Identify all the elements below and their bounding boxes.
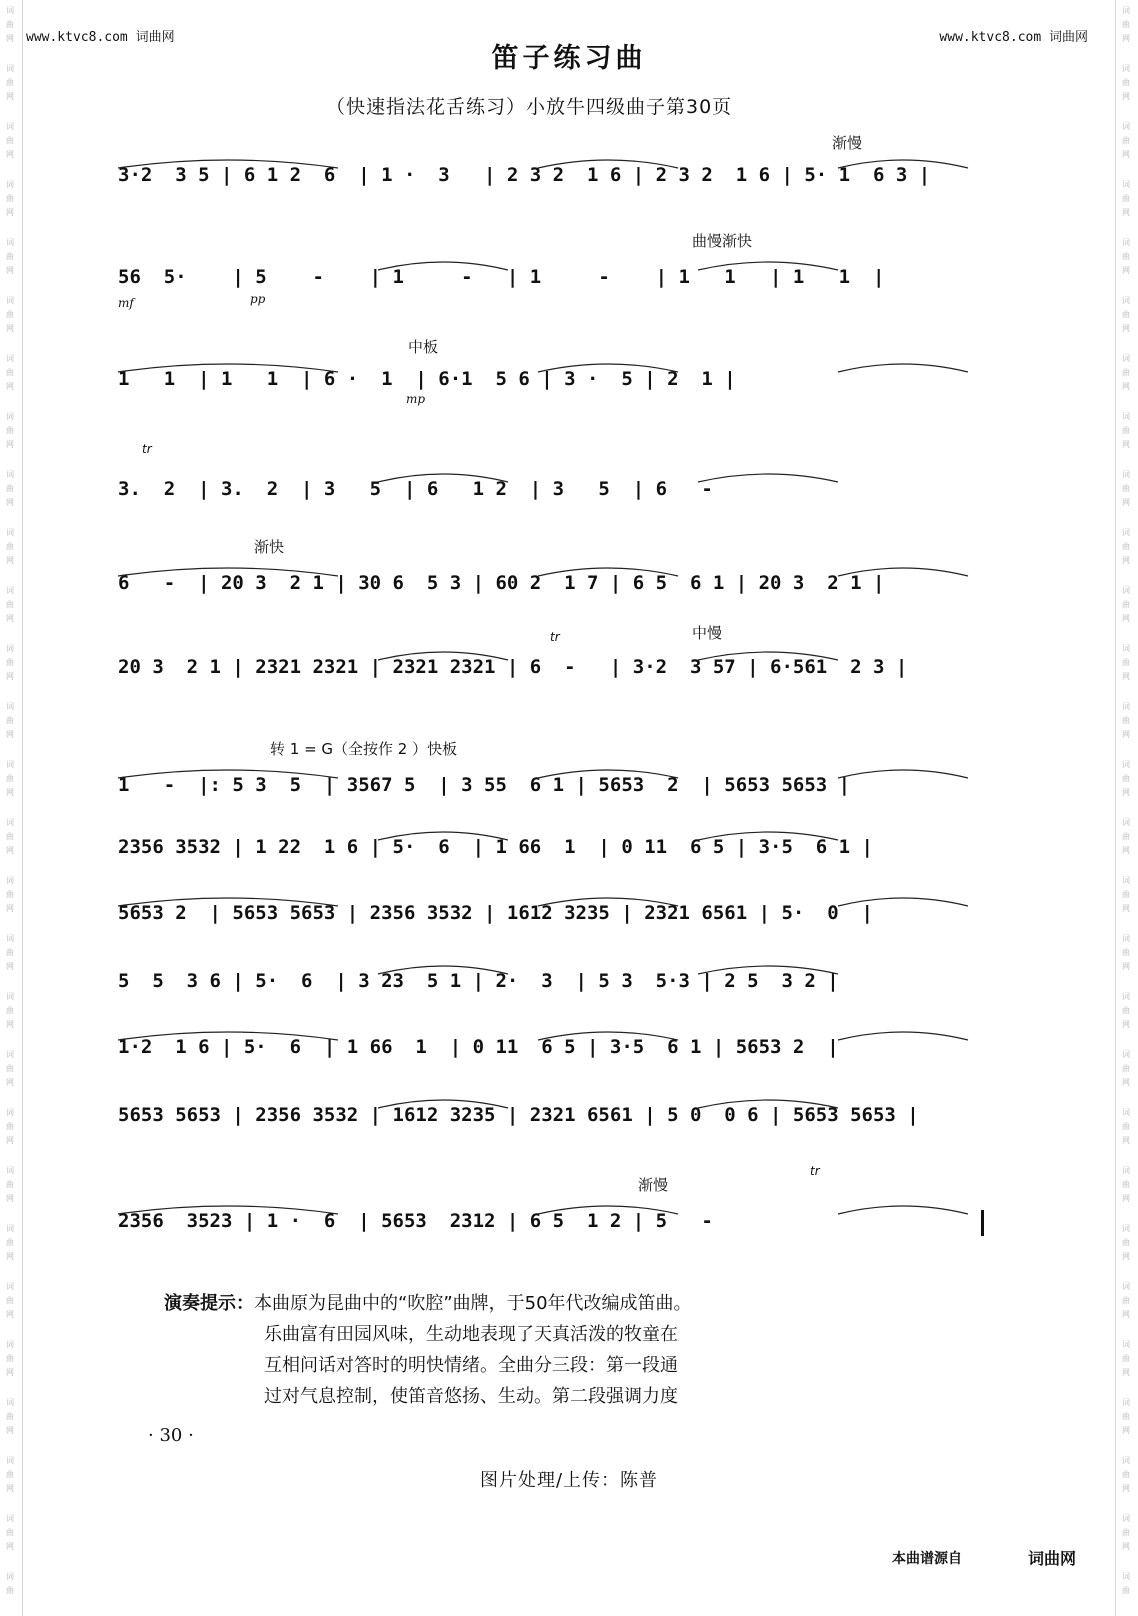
watermark-char: 网: [1122, 34, 1130, 43]
watermark-char: 词: [1122, 992, 1130, 1001]
tempo-annotation: 中板: [408, 338, 439, 356]
slur-arc: [118, 160, 338, 168]
slur-marks: [118, 646, 978, 662]
watermark-char: 曲: [1122, 1238, 1130, 1247]
watermark-char: 词: [6, 238, 14, 247]
slur-arc: [838, 364, 968, 372]
notation-line: 56 5· | 5 - | 1 - | 1 - | 1 1 | 1 1 |: [118, 266, 885, 288]
slur-arc: [378, 262, 508, 270]
watermark-char: 网: [1122, 150, 1130, 159]
notation-line: 6 - | 20 3 2 1 | 30 6 5 3 | 60 2 1 7 | 6 5 6 1 | 20 3 2 1 |: [118, 572, 885, 594]
watermark-char: 词: [1122, 1514, 1130, 1523]
watermark-char: 词: [1122, 1398, 1130, 1407]
watermark-char: 网: [1122, 1078, 1130, 1087]
watermark-char: 词: [6, 818, 14, 827]
watermark-char: 曲: [1122, 600, 1130, 609]
watermark-char: 曲: [1122, 484, 1130, 493]
slur-arc: [538, 1032, 678, 1040]
slur-marks: [118, 358, 978, 374]
slur-arc: [538, 568, 678, 576]
watermark-char: 网: [6, 962, 14, 971]
watermark-char: 词: [6, 876, 14, 885]
slur-marks: [118, 764, 978, 780]
watermark-char: 词: [6, 644, 14, 653]
watermark-char: 词: [1122, 470, 1130, 479]
slur-arc: [118, 1206, 338, 1214]
tips-line: 本曲原为昆曲中的“吹腔”曲牌，于50年代改编成笛曲。: [254, 1293, 692, 1314]
watermark-char: 曲: [6, 1006, 14, 1015]
watermark-char: 曲: [6, 20, 14, 29]
watermark-char: 词: [1122, 1282, 1130, 1291]
watermark-char: 词: [6, 1456, 14, 1465]
watermark-char: 曲: [1122, 1122, 1130, 1131]
watermark-char: 曲: [6, 1586, 14, 1595]
watermark-char: 曲: [6, 542, 14, 551]
watermark-char: 网: [6, 1078, 14, 1087]
upload-credit: 图片处理/上传：陈普: [479, 1470, 659, 1491]
watermark-char: 词: [1122, 1050, 1130, 1059]
watermark-char: 网: [1122, 208, 1130, 217]
watermark-char: 网: [6, 1252, 14, 1261]
tips-line: 乐曲富有田园风味，生动地表现了天真活泼的牧童在: [264, 1324, 678, 1345]
watermark-char: 网: [6, 92, 14, 101]
watermark-char: 曲: [1122, 1412, 1130, 1421]
watermark-char: 曲: [1122, 1296, 1130, 1305]
slur-arc: [538, 1206, 678, 1214]
slur-arc: [698, 966, 838, 974]
watermark-char: 词: [6, 1224, 14, 1233]
slur-arc: [118, 770, 338, 778]
watermark-char: 网: [6, 904, 14, 913]
watermark-char: 词: [6, 586, 14, 595]
watermark-char: 网: [6, 1020, 14, 1029]
watermark-char: 曲: [6, 368, 14, 377]
watermark-char: 曲: [6, 890, 14, 899]
notation-line: 5653 2 | 5653 5653 | 2356 3532 | 1612 3235 | 2321 6561 | 5· 0 |: [118, 902, 873, 924]
slur-arc: [538, 364, 678, 372]
watermark-char: 词: [1122, 122, 1130, 131]
watermark-char: 词: [6, 1050, 14, 1059]
watermark-char: 网: [1122, 962, 1130, 971]
watermark-char: 曲: [1122, 948, 1130, 957]
watermark-char: 曲: [1122, 368, 1130, 377]
watermark-char: 曲: [1122, 1586, 1130, 1595]
watermark-char: 网: [1122, 1252, 1130, 1261]
watermark-char: 词: [1122, 354, 1130, 363]
watermark-char: 词: [6, 1514, 14, 1523]
watermark-char: 网: [1122, 904, 1130, 913]
slur-arc: [118, 1032, 338, 1040]
watermark-char: 曲: [6, 1122, 14, 1131]
watermark-char: 网: [1122, 266, 1130, 275]
brand-link[interactable]: 词曲网: [1027, 1549, 1076, 1568]
dynamic-mark: mp: [406, 392, 426, 406]
watermark-char: 词: [6, 528, 14, 537]
watermark-char: 曲: [6, 1412, 14, 1421]
slur-marks: [118, 468, 978, 484]
slur-marks: [118, 562, 978, 578]
watermark-char: 曲: [6, 1354, 14, 1363]
watermark-char: 曲: [1122, 890, 1130, 899]
notation-line: 20 3 2 1 | 2321 2321 | 2321 2321 | 6 - | 3·2 3 57 | 6·561 2 3 |: [118, 656, 908, 678]
watermark-char: 词: [1122, 1166, 1130, 1175]
slur-arc: [378, 474, 508, 482]
watermark-char: 网: [1122, 614, 1130, 623]
trill-mark: tr: [550, 630, 560, 644]
watermark-char: 曲: [6, 194, 14, 203]
slur-arc: [378, 966, 508, 974]
watermark-char: 网: [1122, 556, 1130, 565]
watermark-char: 曲: [6, 1180, 14, 1189]
watermark-char: 词: [6, 64, 14, 73]
tempo-annotation: 渐快: [254, 538, 285, 556]
trill-mark: tr: [810, 1164, 820, 1178]
watermark-char: 词: [1122, 1108, 1130, 1117]
slur-arc: [698, 1100, 838, 1108]
final-barline: [981, 1210, 984, 1236]
slur-arc: [838, 1032, 968, 1040]
notation-line: 1·2 1 6 | 5· 6 | 1 66 1 | 0 11 6 5 | 3·5 6 1 | 5653 2 |: [118, 1036, 839, 1058]
watermark-char: 曲: [1122, 774, 1130, 783]
watermark-char: 网: [6, 846, 14, 855]
watermark-char: 网: [1122, 1484, 1130, 1493]
watermark-char: 词: [1122, 1456, 1130, 1465]
slur-arc: [538, 160, 678, 168]
watermark-char: 词: [1122, 296, 1130, 305]
watermark-char: 曲: [6, 716, 14, 725]
slur-arc: [698, 652, 838, 660]
watermark-char: 网: [6, 440, 14, 449]
watermark-char: 词: [1122, 934, 1130, 943]
watermark-char: 网: [6, 730, 14, 739]
watermark-char: 词: [6, 760, 14, 769]
watermark-char: 词: [6, 1108, 14, 1117]
slur-marks: [118, 1200, 978, 1216]
header-url-left[interactable]: www.ktvc8.com 词曲网: [26, 30, 175, 45]
watermark-char: 词: [6, 992, 14, 1001]
dynamic-mark: pp: [250, 292, 266, 306]
right-watermark-strip: [1115, 0, 1138, 1616]
tempo-annotation: 渐慢: [638, 1176, 669, 1194]
page-number: · 30 ·: [148, 1425, 194, 1446]
slur-marks: [118, 960, 978, 976]
watermark-char: 词: [6, 702, 14, 711]
slur-arc: [838, 898, 968, 906]
watermark-char: 词: [6, 1166, 14, 1175]
watermark-char: 曲: [6, 774, 14, 783]
slur-marks: [118, 256, 978, 272]
watermark-char: 曲: [1122, 310, 1130, 319]
watermark-char: 曲: [1122, 1064, 1130, 1073]
tips-line: 过对气息控制，使笛音悠扬、生动。第二段强调力度: [264, 1386, 678, 1407]
slur-arc: [378, 1100, 508, 1108]
tempo-annotation: 曲慢渐快: [692, 232, 753, 250]
slur-arc: [118, 568, 338, 576]
slur-arc: [378, 652, 508, 660]
watermark-char: 网: [1122, 672, 1130, 681]
watermark-char: 词: [1122, 644, 1130, 653]
watermark-char: 网: [6, 1542, 14, 1551]
watermark-char: 曲: [6, 1064, 14, 1073]
page-subtitle: （快速指法花舌练习）小放牛四级曲子第30页: [326, 96, 733, 118]
watermark-char: 网: [1122, 440, 1130, 449]
watermark-char: 词: [6, 6, 14, 15]
slur-arc: [838, 568, 968, 576]
watermark-char: 网: [1122, 1310, 1130, 1319]
watermark-char: 曲: [1122, 194, 1130, 203]
watermark-char: 曲: [1122, 716, 1130, 725]
watermark-char: 曲: [6, 78, 14, 87]
watermark-char: 曲: [1122, 136, 1130, 145]
slur-arc: [838, 1206, 968, 1214]
watermark-char: 曲: [1122, 20, 1130, 29]
watermark-char: 曲: [6, 484, 14, 493]
watermark-char: 曲: [1122, 1006, 1130, 1015]
notation-line: 1 - |: 5 3 5 | 3567 5 | 3 55 6 1 | 5653 2 | 5653 5653 |: [118, 774, 851, 796]
watermark-char: 网: [1122, 1426, 1130, 1435]
slur-marks: [118, 892, 978, 908]
watermark-char: 词: [6, 180, 14, 189]
watermark-char: 网: [1122, 498, 1130, 507]
tempo-annotation: 转 1 = G（全按作 2 ）快板: [270, 740, 458, 758]
source-label: 本曲谱源自: [892, 1551, 962, 1567]
watermark-char: 曲: [6, 310, 14, 319]
watermark-char: 网: [6, 1484, 14, 1493]
watermark-char: 曲: [6, 658, 14, 667]
watermark-char: 曲: [1122, 832, 1130, 841]
notation-line: 1 1 | 1 1 | 6 · 1 | 6·1 5 6 | 3 · 5 | 2 1 |: [118, 368, 736, 390]
watermark-char: 词: [1122, 528, 1130, 537]
watermark-char: 网: [6, 1194, 14, 1203]
slur-arc: [838, 770, 968, 778]
watermark-char: 词: [6, 934, 14, 943]
slur-marks: [118, 1026, 978, 1042]
watermark-char: 词: [1122, 876, 1130, 885]
watermark-char: 网: [6, 614, 14, 623]
watermark-char: 词: [6, 412, 14, 421]
watermark-char: 曲: [6, 1238, 14, 1247]
notation-line: 2356 3532 | 1 22 1 6 | 5· 6 | 1 66 1 | 0 11 6 5 | 3·5 6 1 |: [118, 836, 873, 858]
watermark-char: 网: [1122, 92, 1130, 101]
slur-arc: [538, 898, 678, 906]
watermark-char: 网: [1122, 324, 1130, 333]
watermark-char: 网: [6, 266, 14, 275]
watermark-char: 词: [6, 1282, 14, 1291]
watermark-char: 曲: [6, 426, 14, 435]
watermark-char: 词: [6, 296, 14, 305]
watermark-char: 曲: [6, 832, 14, 841]
notation-line: 3·2 3 5 | 6 1 2 6 | 1 · 3 | 2 3 2 1 6 | 2 3 2 1 6 | 5· 1 6 3 |: [118, 164, 931, 186]
page-title: 笛子练习曲: [491, 43, 647, 74]
watermark-char: 网: [6, 1310, 14, 1319]
watermark-char: 曲: [1122, 252, 1130, 261]
watermark-char: 网: [6, 324, 14, 333]
watermark-char: 网: [1122, 1020, 1130, 1029]
performance-tips: [164, 1288, 784, 1412]
watermark-char: 词: [6, 1340, 14, 1349]
dynamic-mark: mf: [118, 296, 134, 310]
watermark-char: 曲: [1122, 78, 1130, 87]
notation-line: 2356 3523 | 1 · 6 | 5653 2312 | 6 5 1 2 | 5 -: [118, 1210, 748, 1232]
watermark-char: 网: [6, 1426, 14, 1435]
watermark-char: 词: [6, 354, 14, 363]
watermark-char: 词: [1122, 1224, 1130, 1233]
left-watermark-strip: [0, 0, 23, 1616]
watermark-char: 网: [6, 34, 14, 43]
watermark-char: 曲: [6, 948, 14, 957]
watermark-char: 网: [1122, 846, 1130, 855]
watermark-char: 词: [1122, 180, 1130, 189]
watermark-char: 网: [6, 498, 14, 507]
slur-arc: [118, 364, 338, 372]
watermark-char: 词: [6, 1398, 14, 1407]
watermark-char: 网: [1122, 1194, 1130, 1203]
tempo-annotation: 渐慢: [832, 134, 863, 152]
watermark-char: 网: [6, 208, 14, 217]
slur-arc: [538, 770, 678, 778]
slur-arc: [698, 832, 838, 840]
watermark-char: 曲: [1122, 658, 1130, 667]
watermark-char: 词: [1122, 412, 1130, 421]
watermark-char: 网: [1122, 1542, 1130, 1551]
notation-line: 5653 5653 | 2356 3532 | 1612 3235 | 2321 6561 | 5 0 0 6 | 5653 5653 |: [118, 1104, 919, 1126]
watermark-char: 词: [1122, 702, 1130, 711]
slur-arc: [698, 262, 838, 270]
watermark-char: 曲: [6, 1470, 14, 1479]
watermark-char: 曲: [6, 600, 14, 609]
watermark-char: 词: [1122, 818, 1130, 827]
slur-marks: [118, 1094, 978, 1110]
tips-line: 互相问话对答时的明快情绪。全曲分三段：第一段通: [264, 1355, 678, 1376]
slur-marks: [118, 154, 978, 170]
slur-arc: [378, 832, 508, 840]
watermark-char: 网: [6, 788, 14, 797]
slur-arc: [118, 898, 338, 906]
watermark-char: 词: [1122, 1572, 1130, 1581]
watermark-char: 曲: [1122, 1528, 1130, 1537]
header-url-right[interactable]: www.ktvc8.com 词曲网: [939, 30, 1088, 45]
watermark-char: 网: [1122, 788, 1130, 797]
watermark-char: 网: [1122, 1136, 1130, 1145]
watermark-char: 曲: [1122, 1354, 1130, 1363]
watermark-char: 词: [1122, 1340, 1130, 1349]
notation-line: 5 5 3 6 | 5· 6 | 3 23 5 1 | 2· 3 | 5 3 5·3 | 2 5 3 2 |: [118, 970, 839, 992]
watermark-char: 曲: [1122, 542, 1130, 551]
watermark-char: 网: [6, 556, 14, 565]
watermark-char: 曲: [6, 1296, 14, 1305]
watermark-char: 词: [1122, 64, 1130, 73]
watermark-char: 词: [6, 1572, 14, 1581]
watermark-char: 网: [6, 150, 14, 159]
watermark-char: 词: [1122, 586, 1130, 595]
watermark-char: 网: [1122, 1368, 1130, 1377]
watermark-char: 词: [6, 122, 14, 131]
watermark-char: 曲: [1122, 1470, 1130, 1479]
slur-arc: [698, 474, 838, 482]
watermark-char: 词: [6, 470, 14, 479]
watermark-char: 网: [1122, 382, 1130, 391]
watermark-char: 词: [1122, 238, 1130, 247]
watermark-char: 网: [6, 672, 14, 681]
watermark-char: 曲: [1122, 1180, 1130, 1189]
notation-line: 3. 2 | 3. 2 | 3 5 | 6 1 2 | 3 5 | 6 -: [118, 478, 725, 500]
watermark-char: 词: [1122, 760, 1130, 769]
watermark-char: 词: [1122, 6, 1130, 15]
slur-arc: [838, 160, 968, 168]
watermark-char: 网: [6, 1368, 14, 1377]
watermark-char: 曲: [6, 252, 14, 261]
trill-mark: tr: [142, 442, 152, 456]
watermark-char: 网: [6, 1136, 14, 1145]
watermark-char: 曲: [6, 1528, 14, 1537]
slur-marks: [118, 826, 978, 842]
watermark-char: 曲: [1122, 426, 1130, 435]
tips-label: 演奏提示：: [164, 1293, 254, 1314]
watermark-char: 网: [1122, 730, 1130, 739]
tempo-annotation: 中慢: [692, 624, 723, 642]
watermark-char: 网: [6, 382, 14, 391]
watermark-char: 曲: [6, 136, 14, 145]
